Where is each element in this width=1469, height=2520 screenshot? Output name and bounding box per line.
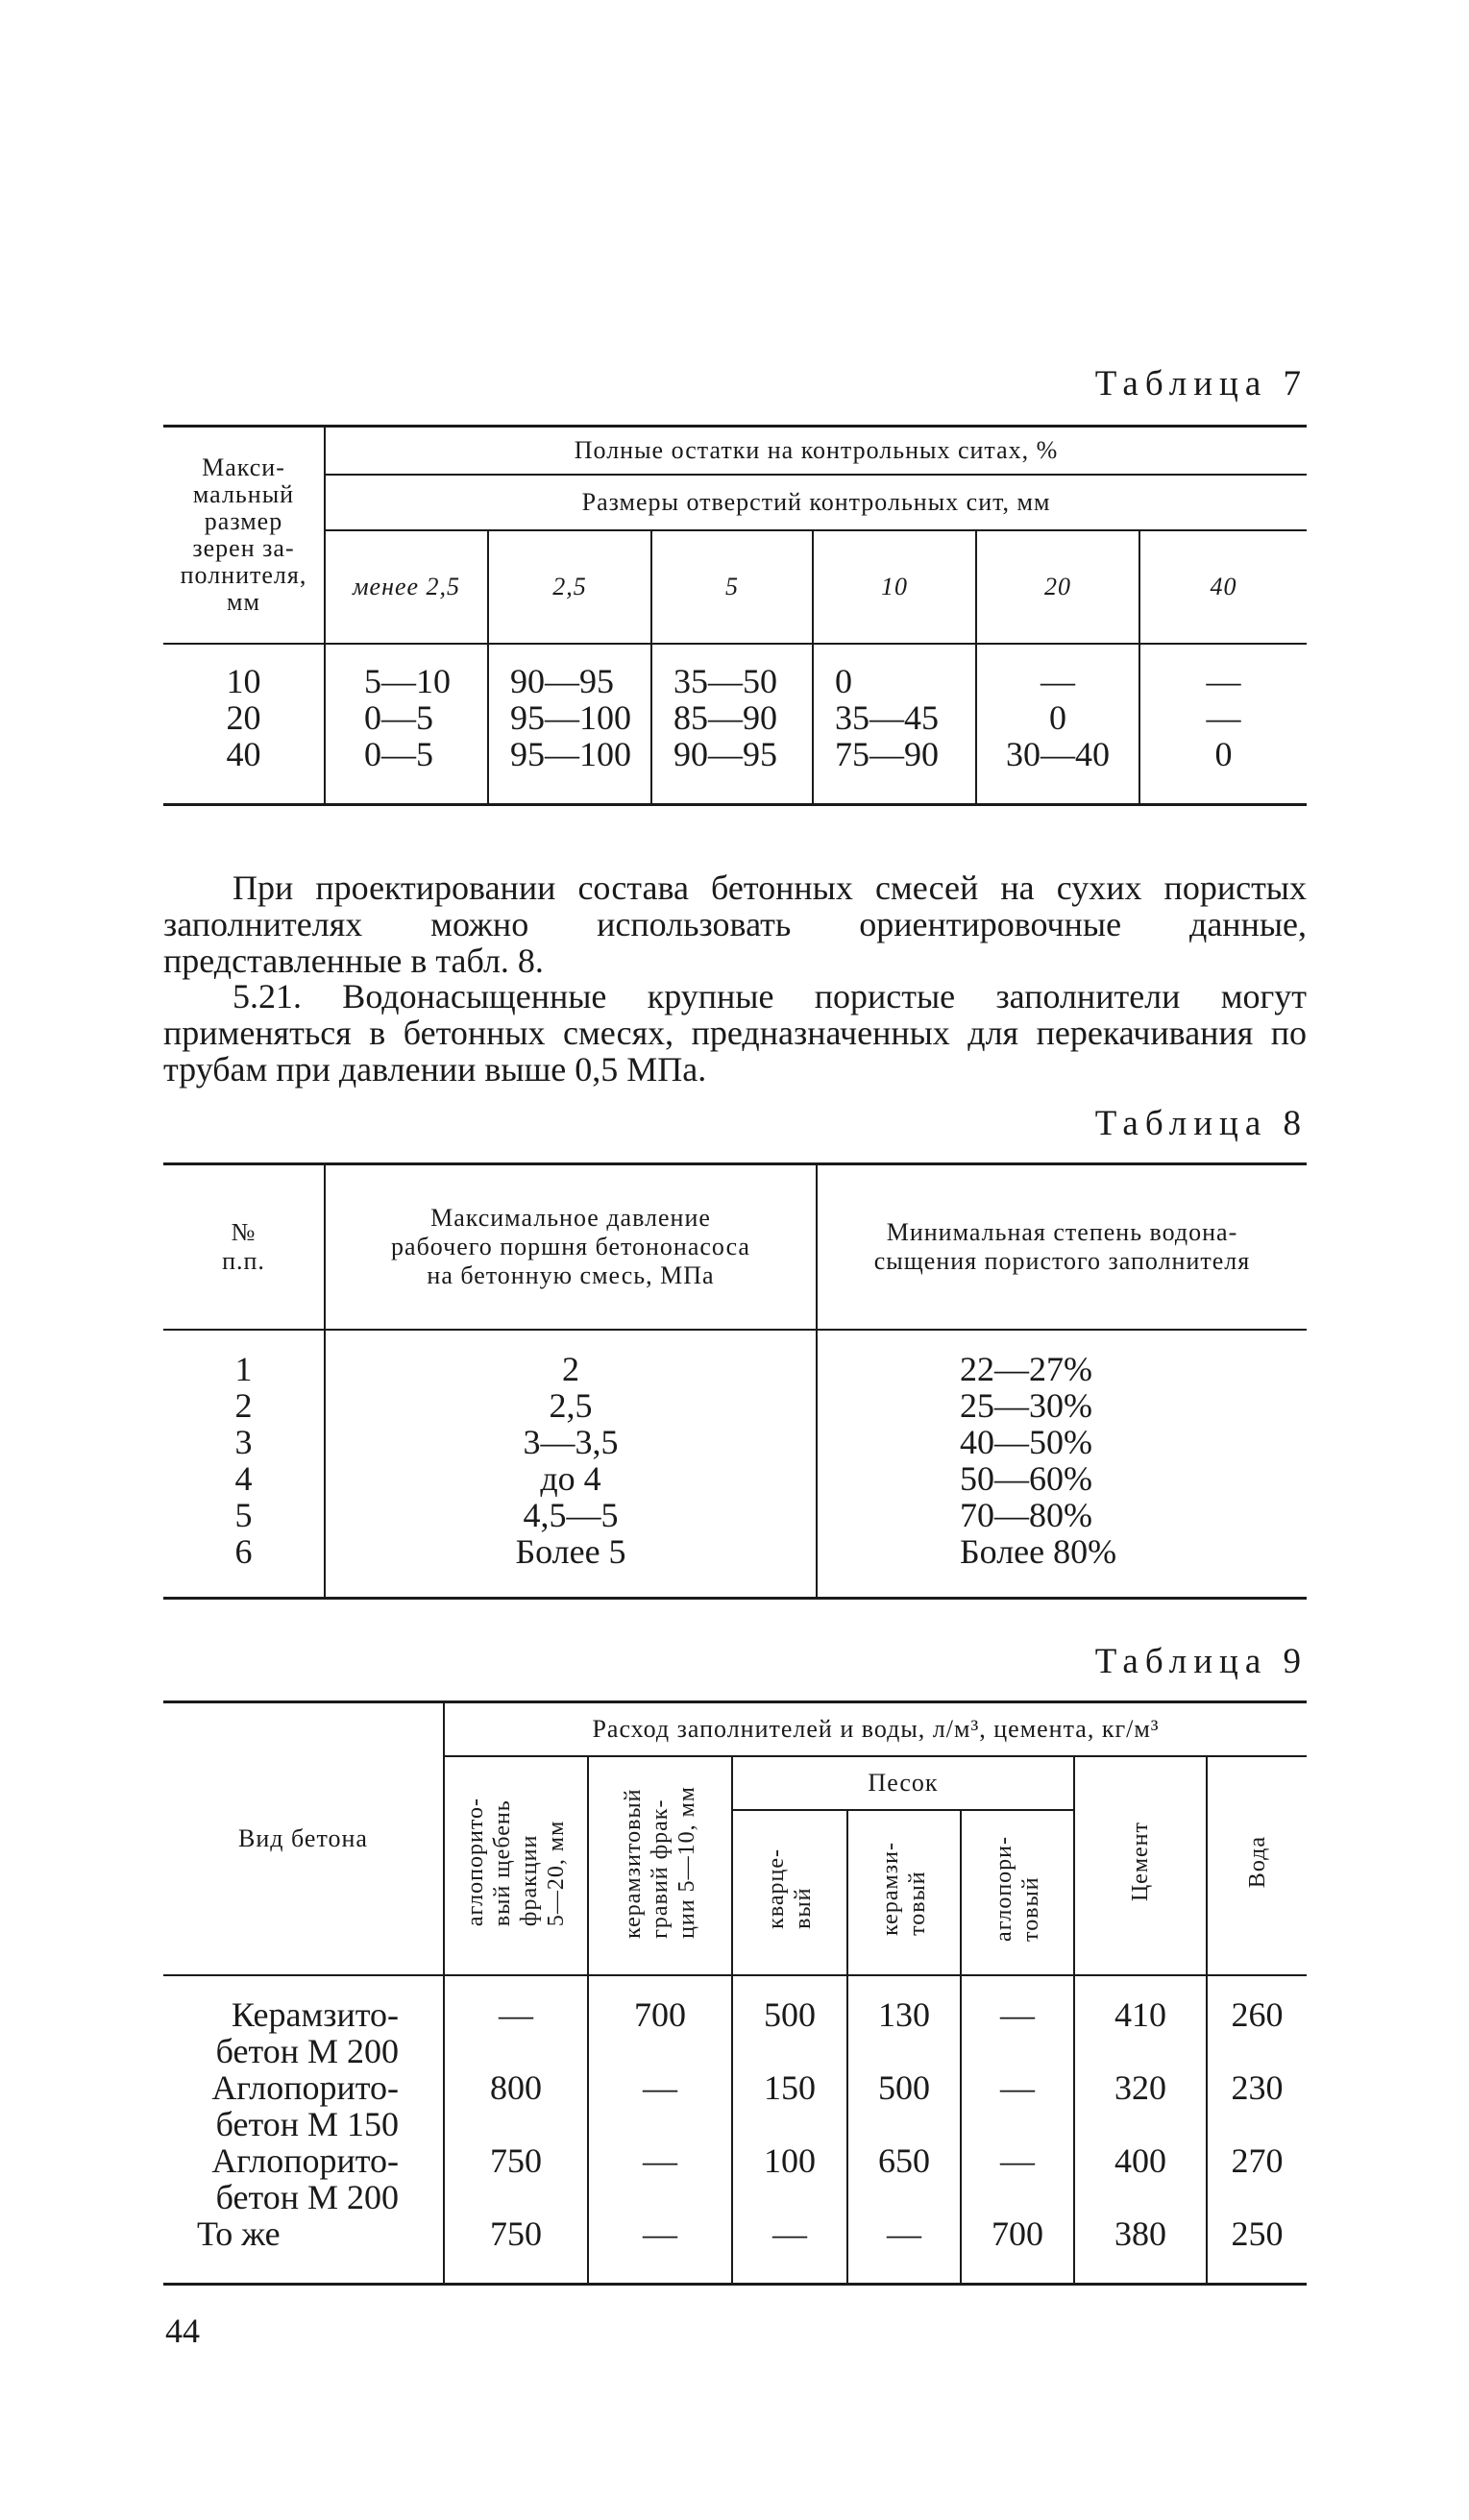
table9-first-header: Вид бетона [163, 1702, 444, 1975]
table-row [163, 1460, 1307, 1497]
table7-cell: 0 [813, 663, 976, 699]
table-row [163, 2142, 1307, 2215]
table8-cell: 2 [325, 1351, 817, 1387]
table8-cell: 6 [234, 1531, 253, 1571]
table7-cell: 0—5 [325, 699, 488, 736]
table9-cell: 260 [1207, 1996, 1307, 2069]
table7 [163, 425, 1307, 806]
table9-cell: — [588, 2215, 732, 2271]
table7-cell: — [976, 663, 1139, 699]
table9-cell: 320 [1074, 2069, 1207, 2142]
table7-cell: 0—5 [325, 736, 488, 772]
table9-cell: — [444, 1996, 588, 2069]
table7-cell: 0 [1139, 736, 1307, 772]
table9-cell: — [588, 2069, 732, 2142]
table9-caption: Таблица 9 [1094, 1642, 1308, 1681]
table9-row-name: Аглопорито- бетон М 200 [211, 2141, 399, 2216]
table8-caption: Таблица 8 [1094, 1104, 1308, 1143]
table7-size-header: 40 [1139, 530, 1307, 644]
table9-cell: 150 [732, 2069, 847, 2142]
table9-cell: 410 [1074, 1996, 1207, 2069]
table8-cell: 70—80% [817, 1497, 1307, 1533]
table8-cell: 2,5 [325, 1387, 817, 1424]
table8-cell: до 4 [325, 1460, 817, 1497]
table9-header-agloporite-sand: аглопори- товый [992, 1836, 1043, 1942]
table7-cell: 40 [226, 734, 261, 773]
table8-cell: 1 [234, 1349, 253, 1388]
table7-cell: 85—90 [651, 699, 813, 736]
table7-cell: 95—100 [488, 736, 651, 772]
table9-cell: 380 [1074, 2215, 1207, 2271]
table8-cell: Более 5 [325, 1533, 817, 1570]
table8-cell: 40—50% [817, 1424, 1307, 1460]
table7-cell: 35—50 [651, 663, 813, 699]
table-row [163, 1424, 1307, 1460]
table9-cell: 500 [732, 1996, 847, 2069]
table9-cell: 100 [732, 2142, 847, 2215]
table-row [163, 2069, 1307, 2142]
table7-cell: 90—95 [651, 736, 813, 772]
table7-size-header: 10 [813, 530, 976, 644]
table9-cell: 270 [1207, 2142, 1307, 2215]
table9-header-ceramsite-sand: керамзи- товый [878, 1842, 930, 1936]
table7-size-header: менее 2,5 [325, 530, 488, 644]
table8-cell: 2 [234, 1385, 253, 1425]
table9-cell: 800 [444, 2069, 588, 2142]
table7-first-header: Макси- мальный размер зерен за- полнителя, мм [163, 427, 325, 644]
table9-cell: 700 [588, 1996, 732, 2069]
table9-cell: 400 [1074, 2142, 1207, 2215]
table9-cell: — [961, 2142, 1074, 2215]
table9-group-header: Расход заполнителей и воды, л/м³, цемента, кг/м³ [444, 1702, 1307, 1756]
table8-cell: 5 [234, 1495, 253, 1534]
table7-cell: 35—45 [813, 699, 976, 736]
table8-header-saturation: Минимальная степень водона- сыщения пористого заполнителя [817, 1164, 1307, 1330]
table7-cell: 0 [976, 699, 1139, 736]
table9-header-ceramsite-gravel: керамзитовый гравий фрак- ции 5—10, мм [621, 1785, 699, 1939]
table7-cell: 5—10 [325, 663, 488, 699]
table8-cell: 50—60% [817, 1460, 1307, 1497]
table9-cell: 650 [847, 2142, 961, 2215]
table-row [163, 663, 1307, 699]
table8-cell: 4 [234, 1458, 253, 1498]
table9 [163, 1700, 1307, 2286]
table7-caption: Таблица 7 [1094, 364, 1308, 404]
table9-header-quartz: кварце- вый [764, 1848, 816, 1929]
table7-cell: 10 [226, 661, 261, 700]
table9-header-water: Вода [1244, 1835, 1270, 1889]
table-row [163, 1497, 1307, 1533]
table7-cell: — [1139, 699, 1307, 736]
table7-sub-header: Размеры отверстий контрольных сит, мм [325, 475, 1307, 530]
table8-header-pressure: Максимальное давление рабочего поршня бетононасоса на бетонную смесь, МПа [325, 1164, 817, 1330]
table-row [163, 1533, 1307, 1570]
table9-cell: — [732, 2215, 847, 2271]
table9-cell: 700 [961, 2215, 1074, 2271]
table9-cell: 500 [847, 2069, 961, 2142]
table9-cell: 750 [444, 2215, 588, 2271]
paragraph: При проектировании состава бетонных смесей на сухих пористых заполнителях можно использовать ориентировочные данные, представленные в табл. 8. [163, 869, 1307, 980]
table7-cell: 30—40 [976, 736, 1139, 772]
table9-row-name: Аглопорито- бетон М 150 [211, 2067, 399, 2143]
table-row [163, 736, 1307, 772]
paragraph: 5.21. Водонасыщенные крупные пористые заполнители могут применяться в бетонных смесях, предназначенных для перекачивания по трубам при давлении выше 0,5 МПа. [163, 977, 1307, 1089]
table9-cell: 230 [1207, 2069, 1307, 2142]
table9-cell: — [961, 2069, 1074, 2142]
table7-group-header: Полные остатки на контрольных ситах, % [325, 427, 1307, 475]
table9-sand-header: Песок [732, 1756, 1074, 1810]
table9-cell: — [961, 1996, 1074, 2069]
table7-size-header: 20 [976, 530, 1139, 644]
table9-cell: 250 [1207, 2215, 1307, 2271]
table-row [163, 699, 1307, 736]
table-row [163, 1996, 1307, 2069]
table7-size-header: 5 [651, 530, 813, 644]
table-row [163, 1351, 1307, 1387]
table-row [163, 1387, 1307, 1424]
table8-cell: 3 [234, 1422, 253, 1461]
table7-cell: 20 [226, 697, 261, 737]
page-number: 44 [165, 2312, 200, 2350]
table9-cell: 750 [444, 2142, 588, 2215]
table8-cell: 22—27% [817, 1351, 1307, 1387]
table9-cell: — [847, 2215, 961, 2271]
table9-cell: 130 [847, 1996, 961, 2069]
table8-cell: 25—30% [817, 1387, 1307, 1424]
table9-header-agloporite-gravel: аглопорито- вый щебень фракции 5—20, мм [463, 1797, 569, 1927]
table-row [163, 2215, 1307, 2271]
table8-header-number: № п.п. [163, 1164, 325, 1330]
table9-row-name: Керамзито- бетон М 200 [215, 1994, 399, 2070]
table8-cell: 3—3,5 [325, 1424, 817, 1460]
table7-cell: 90—95 [488, 663, 651, 699]
table9-header-cement: Цемент [1128, 1822, 1153, 1902]
table9-row-name: То же [197, 2214, 281, 2253]
table7-cell: — [1139, 663, 1307, 699]
table8 [163, 1162, 1307, 1600]
table7-size-header: 2,5 [488, 530, 651, 644]
table7-cell: 75—90 [813, 736, 976, 772]
table9-cell: — [588, 2142, 732, 2215]
table8-cell: Более 80% [817, 1533, 1307, 1570]
table8-cell: 4,5—5 [325, 1497, 817, 1533]
table7-cell: 95—100 [488, 699, 651, 736]
